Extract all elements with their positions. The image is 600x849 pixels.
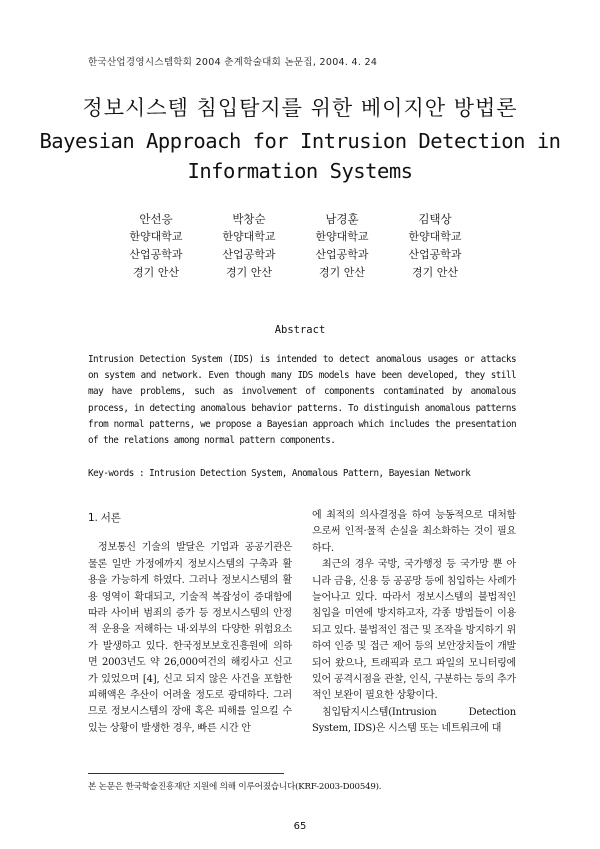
author-block bbox=[385, 210, 485, 282]
author-department: 산업공학과 bbox=[222, 248, 276, 261]
author-affiliation: 한양대학교 bbox=[408, 230, 462, 243]
author-name: 박창순 bbox=[232, 212, 266, 226]
author-department: 산업공학과 bbox=[129, 248, 183, 261]
running-header: 한국산업경영시스템학회 2004 춘계학술대회 논문집, 2004. 4. 24 bbox=[88, 57, 378, 68]
author-block bbox=[199, 210, 299, 282]
body-paragraph: 에 최적의 의사결정을 하여 능동적으로 대처함으로써 인적·물적 손실을 최소화하는 것이 필요하다. bbox=[312, 510, 516, 554]
author-name: 안선응 bbox=[139, 212, 173, 226]
author-location: 경기 안산 bbox=[318, 266, 365, 279]
author-department: 산업공학과 bbox=[408, 248, 462, 261]
section-heading: 1. 서론 bbox=[88, 512, 121, 524]
abstract-heading: Abstract bbox=[274, 324, 326, 336]
author-location: 경기 안산 bbox=[132, 266, 179, 279]
author-affiliation: 한양대학교 bbox=[222, 230, 276, 243]
author-department: 산업공학과 bbox=[315, 248, 369, 261]
author-location: 경기 안산 bbox=[225, 266, 272, 279]
author-name: 김택상 bbox=[418, 212, 452, 226]
body-column-right bbox=[312, 508, 516, 738]
body-column-left bbox=[88, 508, 292, 737]
title-english-line-2: Information Systems bbox=[187, 159, 413, 183]
paper-title-english bbox=[0, 126, 600, 186]
author-block bbox=[106, 210, 206, 282]
body-paragraph: 침입탐지시스템(Intrusion Detection System, IDS)은 시스템 또는 네트워크에 대 bbox=[312, 706, 516, 735]
paper-title-korean: 정보시스템 침입탐지를 위한 베이지안 방법론 bbox=[82, 96, 518, 120]
footnote-divider bbox=[88, 773, 284, 774]
author-affiliation: 한양대학교 bbox=[315, 230, 369, 243]
page-number: 65 bbox=[293, 821, 307, 832]
author-affiliation: 한양대학교 bbox=[129, 230, 183, 243]
body-paragraph: 정보통신 기술의 발달은 기업과 공공기관은 물론 일반 가정에까지 정보시스템의 구축과 활용을 가능하게 하였다. 그러나 정보시스템의 활용 영역이 확대되고, 기술적 복잡성이 증대함에 따라 사이버 범죄의 증가 등 정보시스템의 안정적 운용을 저해하는 내·외부의 다양한 위험요소가 발생하고 있다. 한국정보보호진흥원에 의하면 2003년도 약 26,000여건의 해킹사고 신고가 있었으며 [4], 신고 되지 않은 사건을 포함한 피해액은 추산이 어려울 정도로 광대하다. 그러므로 정보시스템의 장애 혹은 피해를 일으킬 수 있는 상황이 발생한 경우, 빠른 시간 안 bbox=[88, 542, 292, 734]
footnote: 본 논문은 한국학술진흥재단 지원에 의해 이루어졌습니다(KRF-2003-D00549). bbox=[88, 782, 382, 792]
author-block bbox=[292, 210, 392, 282]
title-english-line-1: Bayesian Approach for Intrusion Detection in bbox=[39, 129, 561, 153]
keywords-line: Key-words : Intrusion Detection System, Anomalous Pattern, Bayesian Network bbox=[88, 468, 471, 479]
author-name: 남경훈 bbox=[325, 212, 359, 226]
abstract-text: Intrusion Detection System (IDS) is intended to detect anomalous usages or attacks on system and network. Even though many IDS models have been developed, they still may have problems, such as involvement of components contaminated by anomalous process, in detecting anomalous behavior patterns. To distinguish anomalous patterns from normal patterns, we propose a Bayesian approach which includes the presentation of the relations among normal pattern components. bbox=[88, 354, 516, 447]
body-paragraph: 최근의 경우 국방, 국가행정 등 국가망 뿐 아니라 금융, 신용 등 공공망 등에 침입하는 사례가 늘어나고 있다. 따라서 정보시스템의 불법적인 침입을 미연에 방지하고자, 각종 방법들이 이용되고 있다. 불법적인 접근 및 조작을 방지하기 위하여 인증 및 접근 제어 등의 보안장치들이 개발되어 왔으나, 트래픽과 로그 파일의 모니터링에 있어 공격시점을 관찰, 인식, 구분하는 등의 추가적인 보완이 필요한 상황이다. bbox=[312, 559, 516, 702]
author-location: 경기 안산 bbox=[411, 266, 458, 279]
